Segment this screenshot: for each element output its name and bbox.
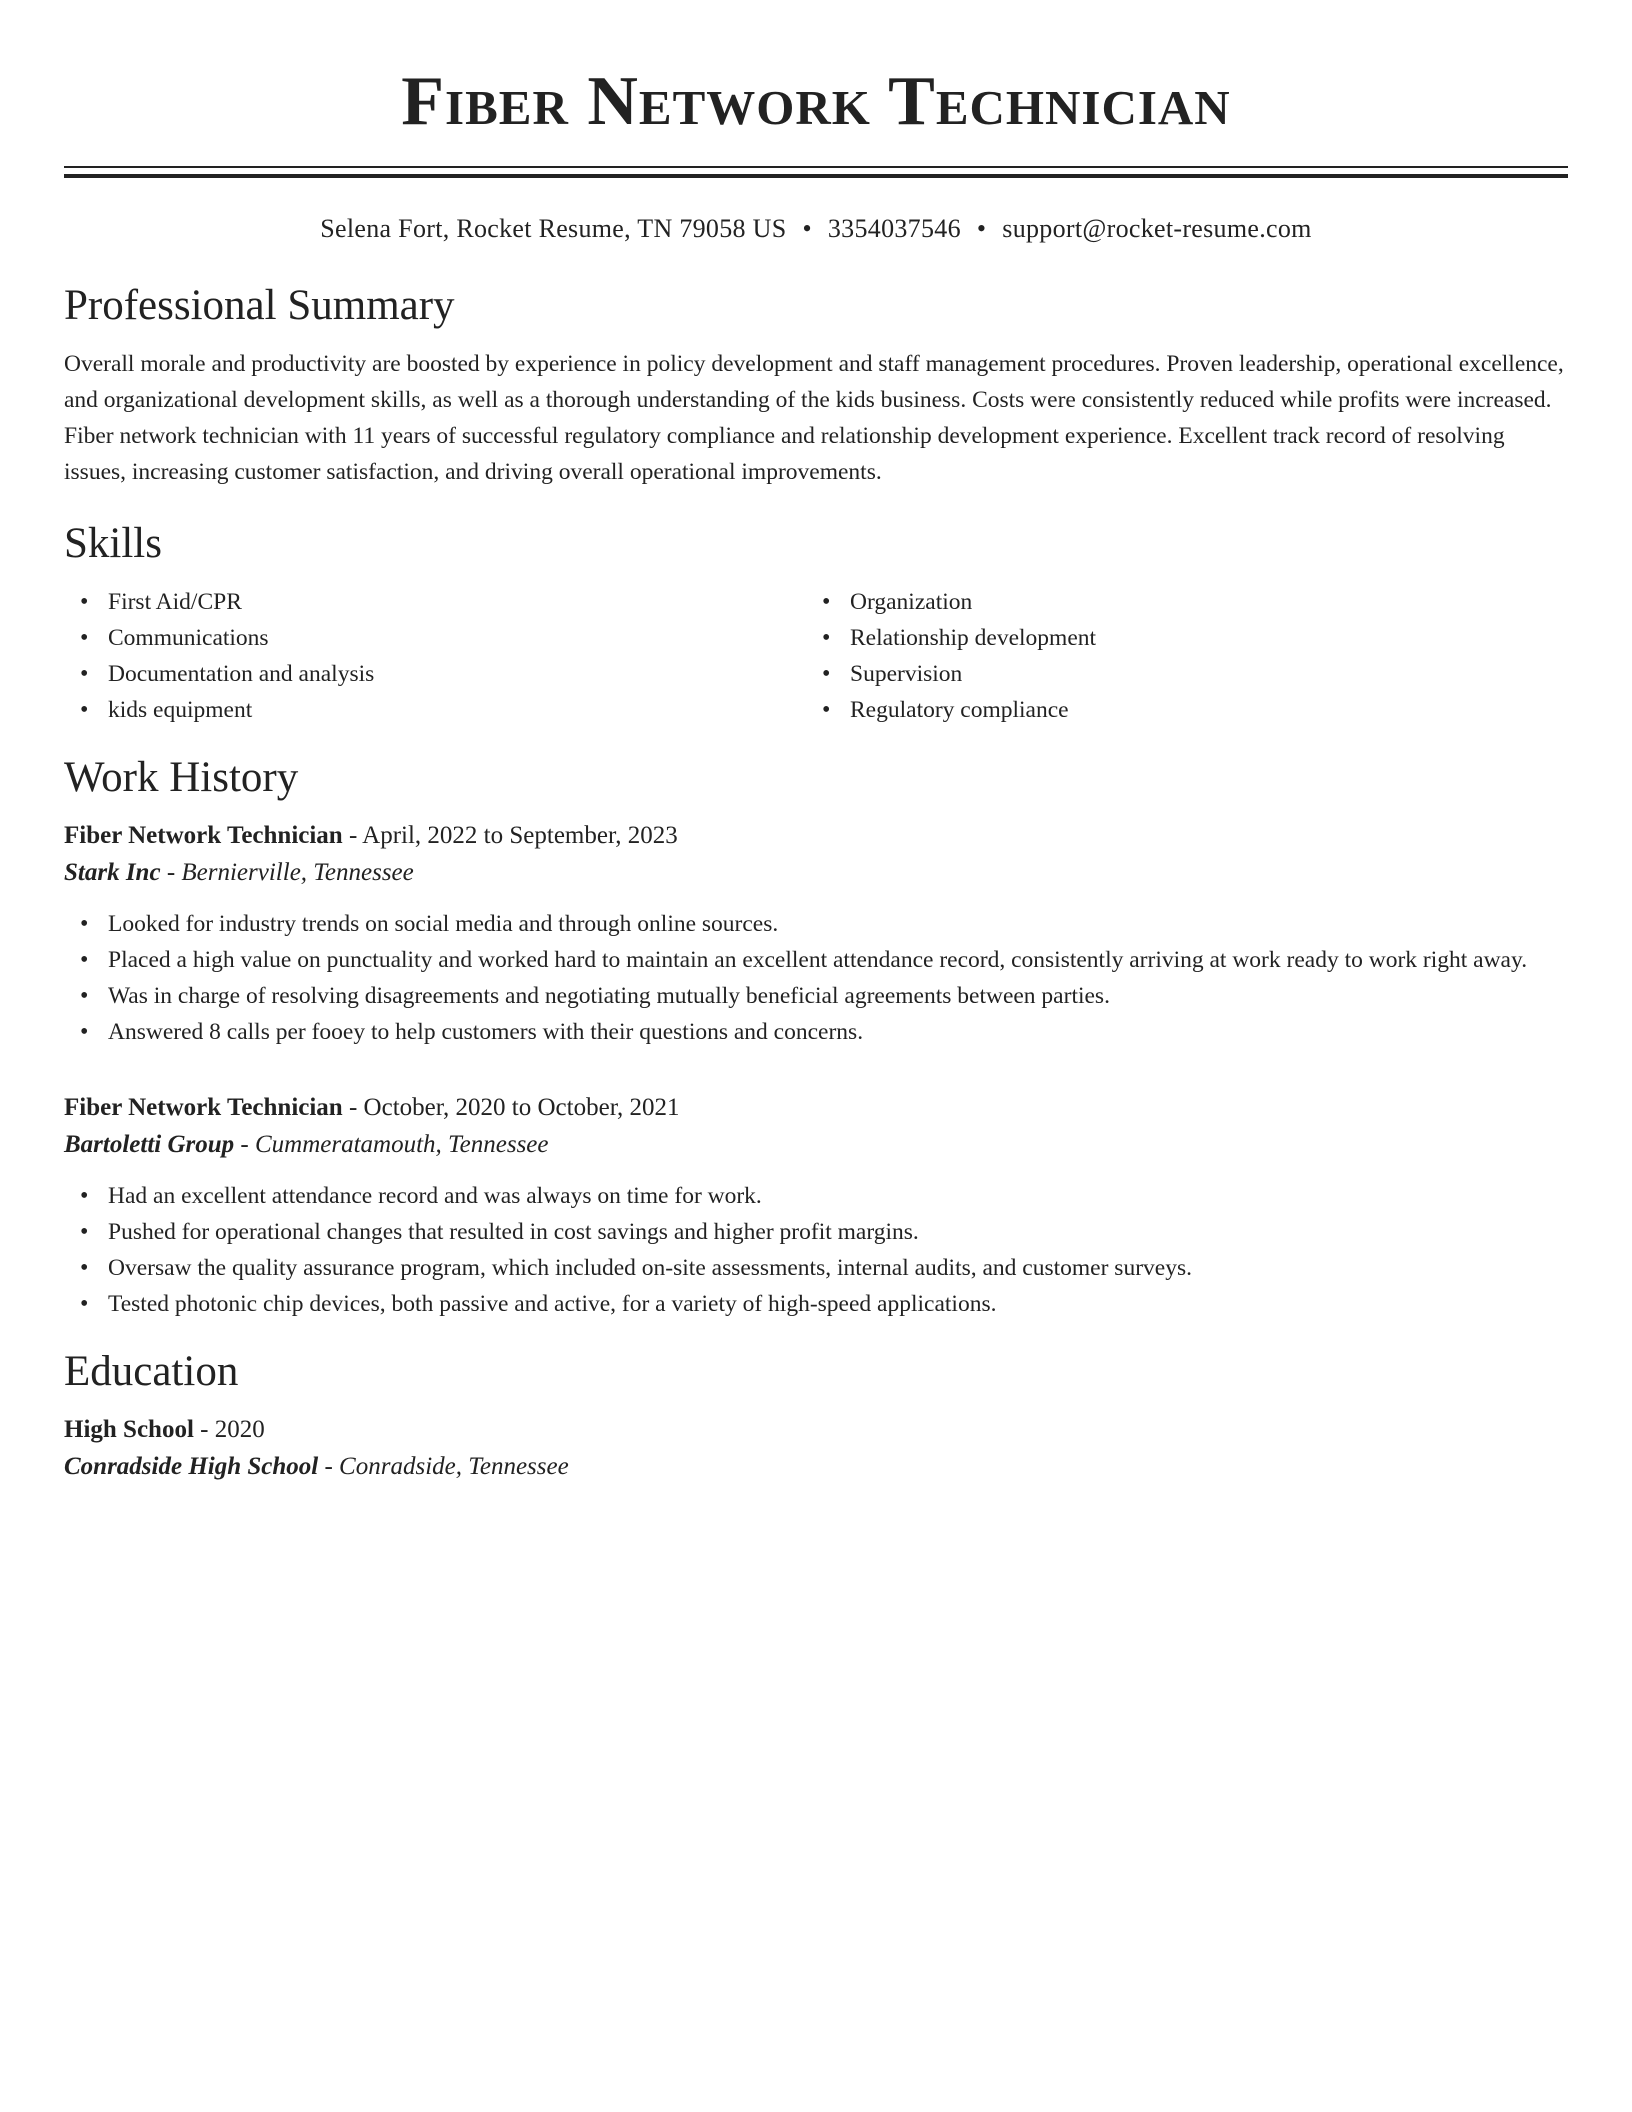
skills-heading: Skills: [64, 520, 162, 567]
bullet-icon: •: [80, 1291, 89, 1317]
job-location: - Bernierville, Tennessee: [160, 859, 414, 886]
job-bullet: [80, 978, 1568, 1014]
job-bullet-text: Was in charge of resolving disagreements and negotiating mutually beneficial agreements between parties.: [108, 983, 1110, 1009]
job-bullets: [64, 906, 1568, 1050]
education-year: - 2020: [193, 1416, 265, 1443]
skill-item: [822, 692, 1548, 728]
skill-item: [80, 620, 806, 656]
contact-line: [64, 212, 1568, 246]
skill-label: Documentation and analysis: [108, 661, 375, 687]
job-location: - Cummeratamouth, Tennessee: [234, 1131, 549, 1158]
bullet-icon: •: [822, 625, 831, 651]
bullet-icon: •: [80, 589, 89, 615]
skill-item: [80, 656, 806, 692]
job-bullet-text: Pushed for operational changes that resulted in cost savings and higher profit margins.: [108, 1219, 919, 1245]
education-school: Conradside High School: [64, 1453, 319, 1480]
job-company-line: [64, 1126, 1568, 1164]
work-history-heading: Work History: [64, 754, 299, 801]
bullet-icon: •: [80, 911, 89, 937]
job-company: Bartoletti Group: [64, 1131, 235, 1158]
education-school-line: [64, 1448, 1568, 1486]
bullet-icon: •: [822, 589, 831, 615]
job-bullet: [80, 1250, 1568, 1286]
job-entry: [64, 1090, 1568, 1322]
skill-item: [80, 692, 806, 728]
contact-separator: •: [976, 214, 987, 243]
job-entry: [64, 818, 1568, 1050]
job-bullet-text: Had an excellent attendance record and was always on time for work.: [108, 1183, 762, 1209]
education-header: [64, 1412, 1568, 1448]
job-bullet-text: Looked for industry trends on social media and through online sources.: [108, 911, 779, 937]
bullet-icon: •: [822, 697, 831, 723]
summary-text: Overall morale and productivity are boosted by experience in policy development and staff management procedures. Proven leadership, operational excellence, and organizational development skills, as well as a thorough understanding of the kids business. Costs were consistently reduced while profits were increased. Fiber network technician with 11 years of successful regulatory compliance and relationship development experience. Excellent track record of resolving issues, increasing customer satisfaction, and driving overall operational improvements.: [64, 351, 1564, 485]
bullet-icon: •: [80, 1019, 89, 1045]
job-header: [64, 818, 1568, 854]
job-bullet: [80, 1178, 1568, 1214]
bullet-icon: •: [80, 661, 89, 687]
education-heading: Education: [64, 1348, 239, 1395]
bullet-icon: •: [80, 697, 89, 723]
contact-separator: •: [802, 214, 812, 243]
bullet-icon: •: [80, 947, 89, 973]
education-entry: [64, 1412, 1568, 1486]
skills-column-right: [806, 584, 1548, 728]
contact-phone: 3354037546: [827, 214, 961, 243]
job-role: Fiber Network Technician: [64, 1094, 343, 1121]
education-degree: High School: [64, 1416, 194, 1443]
skill-label: Regulatory compliance: [850, 697, 1069, 723]
job-bullet-text: Placed a high value on punctuality and worked hard to maintain an excellent attendance record, consistently arriving at work ready to work right away.: [108, 947, 1528, 973]
resume-page: [64, 0, 1568, 1486]
job-bullets: [64, 1178, 1568, 1322]
title-divider-thick: [64, 174, 1568, 178]
skill-label: First Aid/CPR: [108, 589, 242, 615]
job-bullet-text: Tested photonic chip devices, both passive and active, for a variety of high-speed applications.: [108, 1291, 997, 1317]
job-bullet-text: Oversaw the quality assurance program, which included on-site assessments, internal audits, and customer surveys.: [108, 1255, 1192, 1281]
skill-label: Organization: [850, 589, 973, 615]
bullet-icon: •: [80, 983, 89, 1009]
job-bullet-text: Answered 8 calls per fooey to help customers with their questions and concerns.: [108, 1019, 864, 1045]
summary-heading: Professional Summary: [64, 282, 455, 329]
job-bullet: [80, 1286, 1568, 1322]
skill-item: [822, 620, 1548, 656]
job-header: [64, 1090, 1568, 1126]
bullet-icon: •: [822, 661, 831, 687]
job-company-line: [64, 854, 1568, 892]
skill-label: kids equipment: [108, 697, 253, 723]
contact-email: support@rocket-resume.com: [1002, 214, 1312, 243]
job-bullet: [80, 1214, 1568, 1250]
skill-label: Relationship development: [850, 625, 1097, 651]
skills-list: [64, 584, 1568, 728]
contact-address: Selena Fort, Rocket Resume, TN 79058 US: [320, 214, 787, 243]
job-bullet: [80, 942, 1568, 978]
bullet-icon: •: [80, 625, 89, 651]
job-company: Stark Inc: [64, 859, 161, 886]
skill-item: [80, 584, 806, 620]
job-role: Fiber Network Technician: [64, 822, 343, 849]
skills-column-left: [64, 584, 806, 728]
bullet-icon: •: [80, 1183, 89, 1209]
job-bullet: [80, 906, 1568, 942]
bullet-icon: •: [80, 1219, 89, 1245]
skill-item: [822, 584, 1548, 620]
job-dates: - October, 2020 to October, 2021: [342, 1094, 680, 1121]
skill-label: Communications: [108, 625, 269, 651]
skill-label: Supervision: [850, 661, 963, 687]
education-location: - Conradside, Tennessee: [318, 1453, 569, 1480]
job-bullet: [80, 1014, 1568, 1050]
title-divider-thin: [64, 166, 1568, 168]
bullet-icon: •: [80, 1255, 89, 1281]
job-dates: - April, 2022 to September, 2023: [342, 822, 678, 849]
skill-item: [822, 656, 1548, 692]
resume-title: Fiber Network Technician: [401, 63, 1231, 140]
